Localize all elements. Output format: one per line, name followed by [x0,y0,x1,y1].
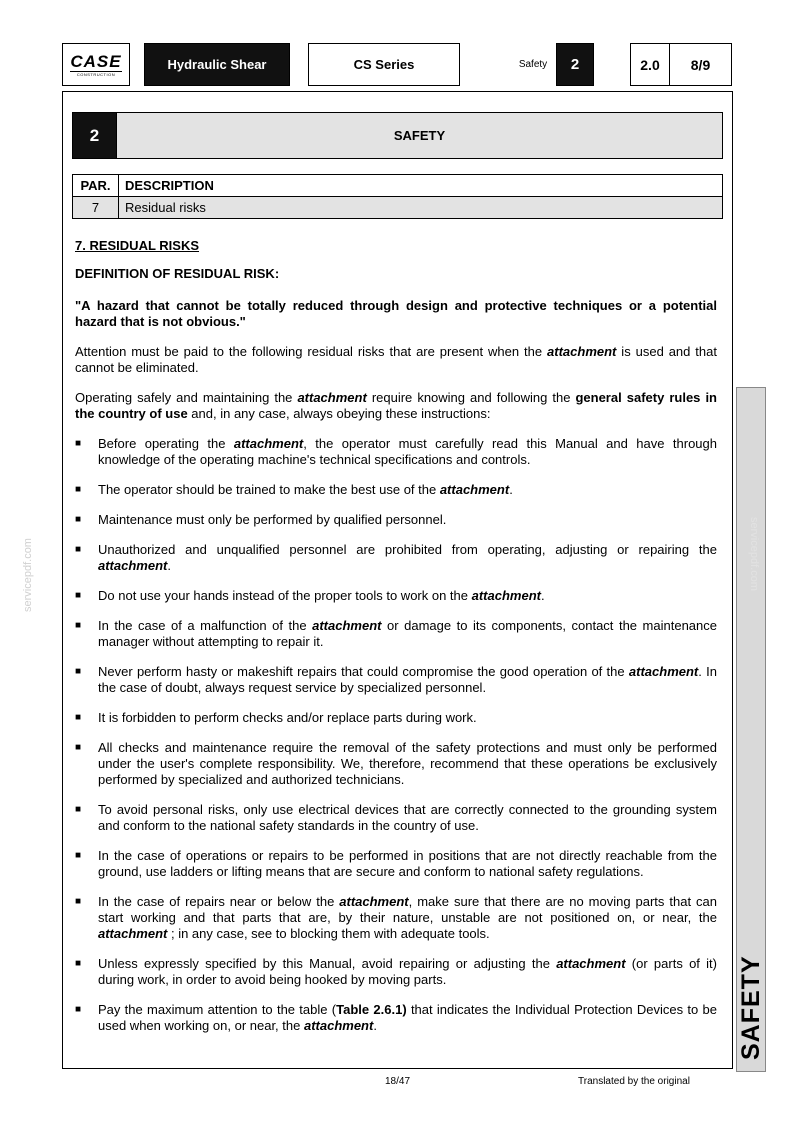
list-item: ■ Do not use your hands instead of the proper tools to work on the attachment. [75,588,545,603]
list-item: ■ Before operating the attachment, the operator must carefully read this Manual and have through knowledge of the operating machine's technical specifications and controls. [75,436,717,467]
list-item: ■ Unauthorized and unqualified personnel are prohibited from operating, adjusting or repairing the attachment. [75,542,717,573]
header-section-number: 2 [556,43,594,86]
watermark-left: servicepdf.com [22,538,34,612]
bullet-icon: ■ [75,484,82,495]
list-item: ■ All checks and maintenance require the removal of the safety protections and must only be performed under the user's complete responsibility. We, therefore, recommend that these operations be exclusively performed by specialized and authorized technicians. [75,740,717,787]
list-item: ■ In the case of repairs near or below the attachment, make sure that there are no moving parts that can start working and that parts that are, by their nature, unstable are not positioned on, or near, the attachment ; in any case, see to blocking them with adequate tools. [75,894,717,941]
list-item: ■ Pay the maximum attention to the table (Table 2.6.1) that indicates the Individual Protection Devices to be used when working on, or near, the attachment. [75,1002,718,1033]
header-version: 2.0 [630,43,670,86]
definition-heading: DEFINITION OF RESIDUAL RISK: [75,266,280,281]
logo-subtitle: CONSTRUCTION [70,71,121,77]
bullet-icon: ■ [75,712,82,723]
document-body [75,238,717,1048]
list-item: ■ In the case of operations or repairs to be performed in positions that are not directly reachable from the ground, use ladders or lifting means that are secure and conform to national safety regulations. [75,848,717,879]
list-item: ■ To avoid personal risks, only use electrical devices that are correctly connected to the grounding system and conform to the national safety standards in the country of use. [75,802,717,833]
table-row [73,197,723,219]
footer-note: Translated by the original [578,1076,690,1087]
section-heading: 7. RESIDUAL RISKS [75,238,200,253]
header-section-label: Safety [518,59,548,70]
par-header: PAR. [73,175,119,197]
par-cell: 7 [73,197,119,219]
section-number: 2 [72,112,117,159]
safety-bullet-list [75,436,717,1034]
bullet-icon: ■ [75,620,82,631]
bullet-icon: ■ [75,544,82,555]
bullet-icon: ■ [75,666,82,677]
bullet-icon: ■ [75,1004,82,1015]
list-item: ■ In the case of a malfunction of the attachment or damage to its components, contact the maintenance manager without attempting to repair it. [75,618,717,649]
list-item: ■ Never perform hasty or makeshift repairs that could compromise the good operation of the attachment. In the case of doubt, always request service by specialized personnel. [75,664,717,695]
section-title: SAFETY [116,112,723,159]
footer-page-number: 18/47 [384,1076,411,1087]
description-header: DESCRIPTION [119,175,723,197]
bullet-icon: ■ [75,850,82,861]
bullet-icon: ■ [75,804,82,815]
header-series: CS Series [308,43,460,86]
bullet-icon: ■ [75,742,82,753]
intro-paragraph: Attention must be paid to the following residual risks that are present when the attachment is used and that cannot be eliminated. [75,344,717,375]
list-item: ■ Unless expressly specified by this Manual, avoid repairing or adjusting the attachment (or parts of it) during work, in order to avoid being hooked by moving parts. [75,956,717,987]
rules-paragraph: Operating safely and maintaining the attachment require knowing and following the general safety rules in the country of use and, in any case, always obeying these instructions: [75,390,717,421]
bullet-icon: ■ [75,438,82,449]
paragraph-table-header [73,175,723,197]
list-item: ■ It is forbidden to perform checks and/or replace parts during work. [75,710,477,725]
case-logo [62,43,130,86]
logo-wordmark: CASE [70,51,122,71]
definition-quote: "A hazard that cannot be totally reduced through design and protective techniques or a potential hazard that is not obvious." [75,298,717,329]
header-page: 8/9 [669,43,732,86]
bullet-icon: ■ [75,590,82,601]
watermark-right: servicepdf.com [748,517,760,591]
description-cell: Residual risks [119,197,723,219]
bullet-icon: ■ [75,514,82,525]
paragraph-table [72,174,723,219]
list-item: ■ Maintenance must only be performed by qualified personnel. [75,512,447,527]
bullet-icon: ■ [75,896,82,907]
list-item: ■ The operator should be trained to make the best use of the attachment. [75,482,513,497]
header-product: Hydraulic Shear [144,43,290,86]
side-tab-label [737,1032,765,1060]
bullet-icon: ■ [75,958,82,969]
